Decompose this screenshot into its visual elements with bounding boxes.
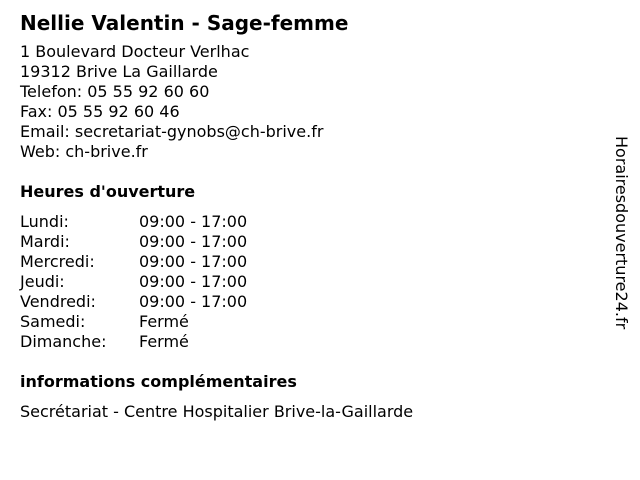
- hours-day: Mardi:: [20, 232, 70, 251]
- hours-day: Vendredi:: [20, 292, 96, 311]
- hours-day: Mercredi:: [20, 252, 95, 271]
- hours-time: 09:00 - 17:00: [139, 212, 248, 231]
- hours-day: Lundi:: [20, 212, 69, 231]
- email-line: Email: secretariat-gynobs@ch-brive.fr: [20, 122, 324, 141]
- hours-time: 09:00 - 17:00: [139, 232, 248, 251]
- web-line: Web: ch-brive.fr: [20, 142, 148, 161]
- hours-row-friday: [20, 292, 600, 312]
- hours-time: 09:00 - 17:00: [139, 252, 248, 271]
- contact-block: [20, 42, 600, 162]
- opening-hours-table: [20, 212, 600, 352]
- fax-line: Fax: 05 55 92 60 46: [20, 102, 180, 121]
- hours-time: Fermé: [139, 312, 189, 331]
- additional-info-text: Secrétariat - Centre Hospitalier Brive-la-Gaillarde: [20, 402, 414, 421]
- additional-info-heading: informations complémentaires: [20, 372, 297, 391]
- hours-row-monday: [20, 212, 600, 232]
- hours-row-tuesday: [20, 232, 600, 252]
- phone-line: Telefon: 05 55 92 60 60: [20, 82, 210, 101]
- listing-card: [20, 10, 600, 422]
- hours-day: Dimanche:: [20, 332, 107, 351]
- page-title: Nellie Valentin - Sage-femme: [20, 11, 349, 35]
- hours-time: Fermé: [139, 332, 189, 351]
- hours-time: 09:00 - 17:00: [139, 272, 248, 291]
- hours-row-thursday: [20, 272, 600, 292]
- hours-time: 09:00 - 17:00: [139, 292, 248, 311]
- opening-hours-heading: Heures d'ouverture: [20, 182, 196, 201]
- hours-day: Jeudi:: [20, 272, 65, 291]
- hours-day: Samedi:: [20, 312, 86, 331]
- address-street: 1 Boulevard Docteur Verlhac: [20, 42, 250, 61]
- address-city: 19312 Brive La Gaillarde: [20, 62, 218, 81]
- hours-row-wednesday: [20, 252, 600, 272]
- site-brand-watermark: Horairesdouverture24.fr: [612, 136, 631, 330]
- hours-row-sunday: [20, 332, 600, 352]
- hours-row-saturday: [20, 312, 600, 332]
